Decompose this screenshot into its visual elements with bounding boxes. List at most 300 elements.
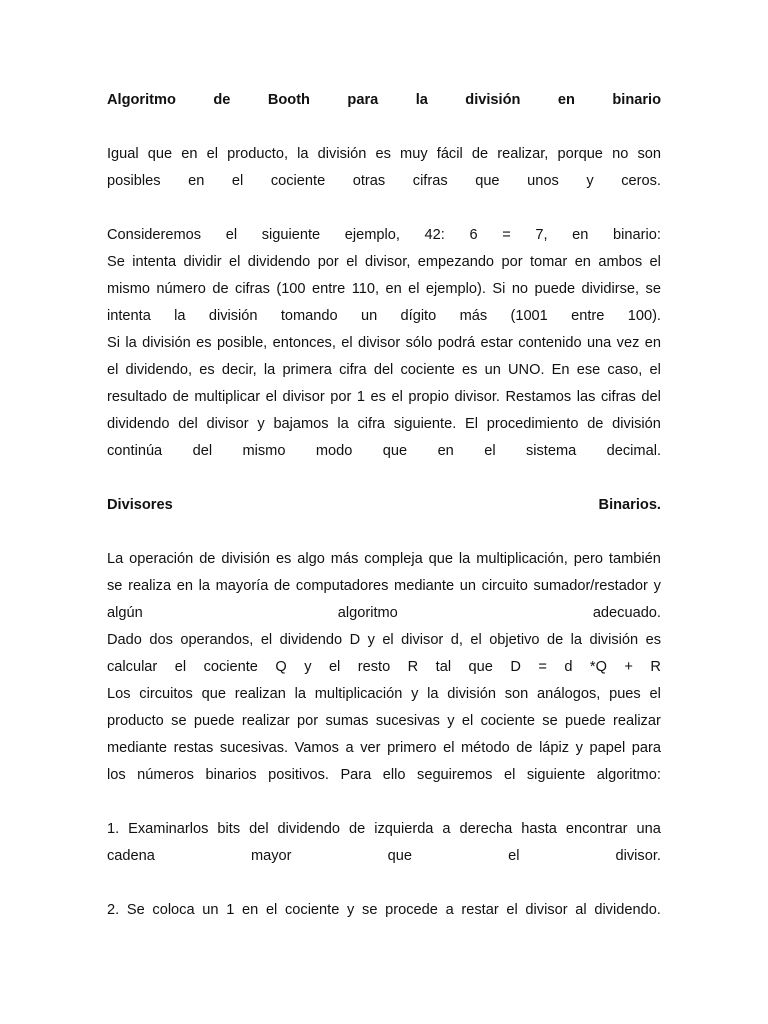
word: divisor bbox=[525, 902, 568, 918]
word: el bbox=[328, 659, 341, 675]
word: para bbox=[631, 740, 661, 756]
word: entre bbox=[571, 308, 605, 324]
word: mismo bbox=[242, 443, 286, 459]
word: d, bbox=[450, 632, 463, 648]
word: unos bbox=[527, 173, 559, 189]
text-line bbox=[107, 708, 661, 735]
word: bajamos bbox=[273, 416, 329, 432]
word: del bbox=[373, 362, 394, 378]
word: mediante bbox=[394, 578, 455, 594]
word: operación bbox=[129, 551, 194, 567]
word: cifras bbox=[235, 281, 270, 297]
word: de bbox=[471, 146, 489, 162]
word: puede bbox=[534, 281, 576, 297]
word: y bbox=[257, 416, 265, 432]
word: divisor bbox=[282, 389, 325, 405]
word: un bbox=[360, 308, 378, 324]
word: divisor. bbox=[615, 848, 661, 864]
paragraph-intro bbox=[107, 141, 661, 195]
word: en bbox=[437, 443, 454, 459]
word: puede bbox=[193, 713, 235, 729]
word: procedimiento bbox=[486, 416, 579, 432]
word: dividendo bbox=[277, 821, 341, 837]
word: divisor. bbox=[454, 389, 500, 405]
word: de bbox=[274, 578, 291, 594]
word: se bbox=[107, 578, 123, 594]
word: producto bbox=[107, 713, 164, 729]
word: circuito bbox=[481, 578, 528, 594]
word: la bbox=[198, 578, 210, 594]
word: son bbox=[637, 146, 661, 162]
word: el bbox=[649, 362, 661, 378]
word: que bbox=[201, 686, 226, 702]
word: sólo bbox=[405, 335, 433, 351]
word: los bbox=[107, 767, 126, 783]
word: que bbox=[468, 659, 493, 675]
word: dividendo bbox=[279, 632, 343, 648]
word: se bbox=[362, 902, 378, 918]
word: realizar, bbox=[497, 146, 549, 162]
word: cociente bbox=[480, 713, 535, 729]
word: D bbox=[349, 632, 361, 648]
word: encontrar bbox=[565, 821, 628, 837]
word: es bbox=[645, 632, 661, 648]
word: las bbox=[576, 389, 596, 405]
word: + bbox=[624, 659, 633, 675]
word: el bbox=[470, 632, 482, 648]
word: cociente bbox=[284, 902, 340, 918]
word: posibles bbox=[107, 173, 161, 189]
word: intenta bbox=[132, 254, 177, 270]
word: el bbox=[503, 767, 516, 783]
word: se bbox=[542, 713, 558, 729]
word: divisor, bbox=[364, 254, 411, 270]
text-line bbox=[107, 573, 661, 600]
word: el bbox=[341, 335, 353, 351]
word: el bbox=[265, 902, 278, 918]
word: podrá bbox=[437, 335, 476, 351]
word: restar bbox=[461, 902, 499, 918]
word: estar bbox=[480, 335, 513, 351]
word: computadores bbox=[295, 578, 389, 594]
title-word: de bbox=[213, 92, 231, 108]
text-line bbox=[107, 276, 661, 303]
word: y bbox=[586, 173, 594, 189]
word: izquierda bbox=[374, 821, 434, 837]
word: Dado bbox=[107, 632, 142, 648]
word: contenido bbox=[518, 335, 582, 351]
word: 1 bbox=[226, 902, 235, 918]
word: ello bbox=[382, 767, 406, 783]
word: el bbox=[382, 632, 394, 648]
word: también bbox=[608, 551, 661, 567]
word: la bbox=[297, 146, 309, 162]
word: ejemplo). bbox=[425, 281, 486, 297]
word: Igual bbox=[107, 146, 139, 162]
word: El bbox=[465, 416, 479, 432]
word: división bbox=[612, 416, 661, 432]
word: la bbox=[294, 686, 306, 702]
word: por bbox=[501, 254, 523, 270]
text-line bbox=[107, 762, 661, 789]
word: cifras bbox=[412, 173, 448, 189]
word: es bbox=[370, 389, 386, 405]
word: UNO. bbox=[508, 362, 545, 378]
word: el bbox=[206, 146, 219, 162]
word: se bbox=[645, 281, 661, 297]
word: Examinarlos bbox=[128, 821, 209, 837]
word: = bbox=[502, 227, 511, 243]
word: Si bbox=[107, 335, 120, 351]
word: la bbox=[337, 416, 349, 432]
word: no bbox=[511, 281, 529, 297]
paragraph-example bbox=[107, 222, 661, 465]
word: Se bbox=[107, 254, 125, 270]
word: dividendo. bbox=[594, 902, 661, 918]
word: binario: bbox=[613, 227, 661, 243]
word: la bbox=[570, 632, 582, 648]
text-line bbox=[107, 168, 661, 195]
text-line bbox=[107, 222, 661, 249]
word: Consideremos bbox=[107, 227, 202, 243]
word: pero bbox=[573, 551, 603, 567]
word: en bbox=[176, 578, 193, 594]
word: del bbox=[249, 821, 269, 837]
word: Restamos bbox=[505, 389, 572, 405]
word: otras bbox=[352, 173, 386, 189]
word: que bbox=[475, 173, 500, 189]
word: y bbox=[304, 659, 312, 675]
word: (100 bbox=[276, 281, 306, 297]
word: sumas bbox=[325, 713, 369, 729]
word: por bbox=[297, 713, 319, 729]
word: por bbox=[330, 389, 352, 405]
word: en bbox=[572, 227, 589, 243]
word: d bbox=[564, 659, 573, 675]
word: la bbox=[263, 362, 276, 378]
word: cociente bbox=[270, 173, 326, 189]
title-word: para bbox=[347, 92, 379, 108]
word: 7, bbox=[535, 227, 548, 243]
word: posible, bbox=[216, 335, 268, 351]
word: restas bbox=[173, 740, 214, 756]
word: hasta bbox=[521, 821, 557, 837]
word: más bbox=[459, 308, 488, 324]
word: mediante bbox=[107, 740, 168, 756]
word: R bbox=[650, 659, 661, 675]
word: Para bbox=[340, 767, 372, 783]
word: a bbox=[442, 821, 451, 837]
word: el bbox=[506, 902, 518, 918]
word: y bbox=[347, 902, 355, 918]
text-line bbox=[107, 330, 661, 357]
word: realizar bbox=[612, 713, 661, 729]
word: no bbox=[612, 146, 629, 162]
text-line bbox=[107, 897, 661, 924]
word: ese bbox=[576, 362, 601, 378]
word: 1 bbox=[356, 389, 365, 405]
word: cifra bbox=[357, 416, 386, 432]
word: ceros. bbox=[621, 173, 661, 189]
word: realiza bbox=[128, 578, 172, 594]
section-heading bbox=[107, 492, 661, 519]
word: y bbox=[367, 632, 375, 648]
word: circuitos bbox=[139, 686, 193, 702]
word: decimal. bbox=[606, 443, 661, 459]
text-line bbox=[107, 384, 661, 411]
word: son bbox=[504, 686, 529, 702]
word: vez bbox=[616, 335, 640, 351]
word: de bbox=[212, 281, 229, 297]
word: La bbox=[107, 551, 124, 567]
word: un bbox=[484, 362, 501, 378]
title-word: Booth bbox=[267, 92, 310, 108]
word: la bbox=[174, 308, 186, 324]
word: Q bbox=[275, 659, 287, 675]
word: a bbox=[345, 740, 354, 756]
word: y bbox=[575, 740, 583, 756]
word: en bbox=[181, 146, 198, 162]
algorithm-step-2 bbox=[107, 897, 661, 924]
word: ver bbox=[360, 740, 381, 756]
word: binarios bbox=[205, 767, 257, 783]
word: Los bbox=[107, 686, 131, 702]
word: Se bbox=[126, 902, 145, 918]
word: una bbox=[586, 335, 612, 351]
word: multiplicación, bbox=[476, 551, 568, 567]
word: modo bbox=[315, 443, 353, 459]
word: el bbox=[461, 713, 474, 729]
word: caso, bbox=[607, 362, 643, 378]
word: siguiente bbox=[526, 767, 586, 783]
word: Vamos bbox=[294, 740, 339, 756]
word: y bbox=[447, 713, 455, 729]
word: algún bbox=[107, 605, 143, 621]
word: producto, bbox=[227, 146, 289, 162]
word: división bbox=[589, 632, 639, 648]
word: del bbox=[641, 389, 661, 405]
text-line bbox=[107, 438, 661, 465]
word: en bbox=[644, 335, 661, 351]
word: dividendo bbox=[247, 254, 311, 270]
text-line bbox=[107, 411, 661, 438]
title-word: división bbox=[465, 92, 521, 108]
word: divisor bbox=[401, 632, 444, 648]
heading-word: Divisores bbox=[107, 497, 173, 513]
word: es bbox=[199, 362, 215, 378]
word: bits bbox=[217, 821, 241, 837]
word: la bbox=[427, 686, 439, 702]
word: 100). bbox=[627, 308, 661, 324]
word: un bbox=[202, 902, 219, 918]
word: algo bbox=[297, 551, 325, 567]
word: cociente bbox=[400, 362, 455, 378]
word: el bbox=[231, 173, 244, 189]
word: Si bbox=[492, 281, 506, 297]
word: continúa bbox=[107, 443, 163, 459]
word: algoritmo bbox=[337, 605, 398, 621]
word: división bbox=[447, 686, 496, 702]
word: es bbox=[462, 362, 478, 378]
word: ejemplo, bbox=[344, 227, 400, 243]
word: números bbox=[137, 767, 194, 783]
word: cadena bbox=[107, 848, 155, 864]
word: división bbox=[317, 146, 367, 162]
title-word: binario bbox=[612, 92, 661, 108]
word: (1001 bbox=[510, 308, 548, 324]
word: del bbox=[192, 443, 213, 459]
text-line bbox=[107, 627, 661, 654]
word: 42: bbox=[424, 227, 445, 243]
word: análogos, bbox=[537, 686, 601, 702]
word: el bbox=[229, 254, 241, 270]
word: división bbox=[142, 335, 191, 351]
word: algoritmo: bbox=[596, 767, 661, 783]
text-line bbox=[107, 249, 661, 276]
word: el bbox=[443, 740, 455, 756]
word: por bbox=[317, 254, 339, 270]
word: se bbox=[171, 713, 187, 729]
word: fácil bbox=[436, 146, 463, 162]
word: compleja bbox=[364, 551, 423, 567]
word: propio bbox=[408, 389, 449, 405]
word: 6 bbox=[469, 227, 478, 243]
text-line bbox=[107, 816, 661, 843]
word: de bbox=[199, 551, 216, 567]
word: el bbox=[346, 254, 358, 270]
word: al bbox=[575, 902, 587, 918]
word: dos bbox=[149, 632, 173, 648]
word: primero bbox=[387, 740, 437, 756]
word: cociente bbox=[203, 659, 258, 675]
title-word: la bbox=[415, 92, 428, 108]
word: resto bbox=[357, 659, 391, 675]
word: un bbox=[459, 578, 476, 594]
word: tomar bbox=[529, 254, 568, 270]
word: el bbox=[225, 227, 238, 243]
document-page bbox=[107, 87, 661, 924]
word: en bbox=[242, 902, 259, 918]
word: en bbox=[385, 281, 402, 297]
word: decir, bbox=[221, 362, 257, 378]
word: positivos. bbox=[268, 767, 329, 783]
word: de bbox=[516, 740, 533, 756]
word: sistema bbox=[525, 443, 577, 459]
word: que bbox=[428, 551, 453, 567]
algorithm-step-1 bbox=[107, 816, 661, 870]
word: el bbox=[508, 848, 520, 864]
word: que bbox=[147, 146, 173, 162]
word: = bbox=[538, 659, 547, 675]
word: muy bbox=[400, 146, 428, 162]
paragraph-divisors bbox=[107, 546, 661, 789]
text-line bbox=[107, 735, 661, 762]
word: una bbox=[636, 821, 661, 837]
word: realizan bbox=[234, 686, 286, 702]
text-line bbox=[107, 600, 661, 627]
word: de bbox=[349, 821, 366, 837]
word: de bbox=[587, 416, 604, 432]
word: dividendo, bbox=[125, 362, 193, 378]
word: pues bbox=[609, 686, 641, 702]
word: divisor bbox=[206, 416, 249, 432]
text-line bbox=[107, 843, 661, 870]
word: dividir bbox=[183, 254, 222, 270]
word: el bbox=[484, 443, 496, 459]
word: cifras bbox=[600, 389, 636, 405]
word: seguiremos bbox=[417, 767, 493, 783]
word: 1. bbox=[107, 821, 120, 837]
word: siguiente. bbox=[393, 416, 457, 432]
text-line bbox=[107, 681, 661, 708]
word: tal bbox=[435, 659, 452, 675]
word: es bbox=[275, 551, 292, 567]
word: objetivo bbox=[489, 632, 540, 648]
word: coloca bbox=[152, 902, 195, 918]
word: en bbox=[574, 254, 591, 270]
word: el bbox=[260, 632, 273, 648]
word: el bbox=[649, 254, 661, 270]
word: D bbox=[510, 659, 521, 675]
word: porque bbox=[557, 146, 603, 162]
word: el bbox=[107, 362, 119, 378]
word: división bbox=[208, 308, 258, 324]
word: y bbox=[653, 578, 661, 594]
word: que bbox=[387, 848, 412, 864]
word: operandos, bbox=[180, 632, 254, 648]
word: el bbox=[649, 686, 661, 702]
word: más bbox=[330, 551, 359, 567]
word: realizar bbox=[241, 713, 290, 729]
word: que bbox=[382, 443, 408, 459]
word: sumador/restador bbox=[533, 578, 648, 594]
word: 2. bbox=[107, 902, 120, 918]
word: el bbox=[265, 389, 277, 405]
heading-word: Binarios. bbox=[598, 497, 661, 513]
word: 110, bbox=[351, 281, 380, 297]
text-line bbox=[107, 654, 661, 681]
word: entre bbox=[311, 281, 346, 297]
word: puede bbox=[565, 713, 606, 729]
word: multiplicación bbox=[314, 686, 403, 702]
word: el bbox=[174, 659, 187, 675]
word: el bbox=[391, 389, 403, 405]
word: dividirse, bbox=[581, 281, 640, 297]
word: calcular bbox=[107, 659, 158, 675]
word: adecuado. bbox=[592, 605, 661, 621]
word: mayor bbox=[250, 848, 292, 864]
word: número bbox=[156, 281, 206, 297]
word: método bbox=[461, 740, 510, 756]
word: ambos bbox=[598, 254, 643, 270]
word: resultado bbox=[107, 389, 168, 405]
word: procede bbox=[385, 902, 438, 918]
word: sucesivas bbox=[375, 713, 440, 729]
word: mismo bbox=[107, 281, 150, 297]
word: el bbox=[408, 281, 420, 297]
word: primera bbox=[282, 362, 332, 378]
word: lápiz bbox=[539, 740, 570, 756]
word: empezando bbox=[417, 254, 495, 270]
word: papel bbox=[589, 740, 626, 756]
title-word: en bbox=[557, 92, 575, 108]
word: mayoría bbox=[215, 578, 269, 594]
text-line bbox=[107, 357, 661, 384]
word: multiplicar bbox=[194, 389, 261, 405]
word: siguiente bbox=[261, 227, 321, 243]
word: derecha bbox=[459, 821, 513, 837]
word: tomando bbox=[280, 308, 338, 324]
